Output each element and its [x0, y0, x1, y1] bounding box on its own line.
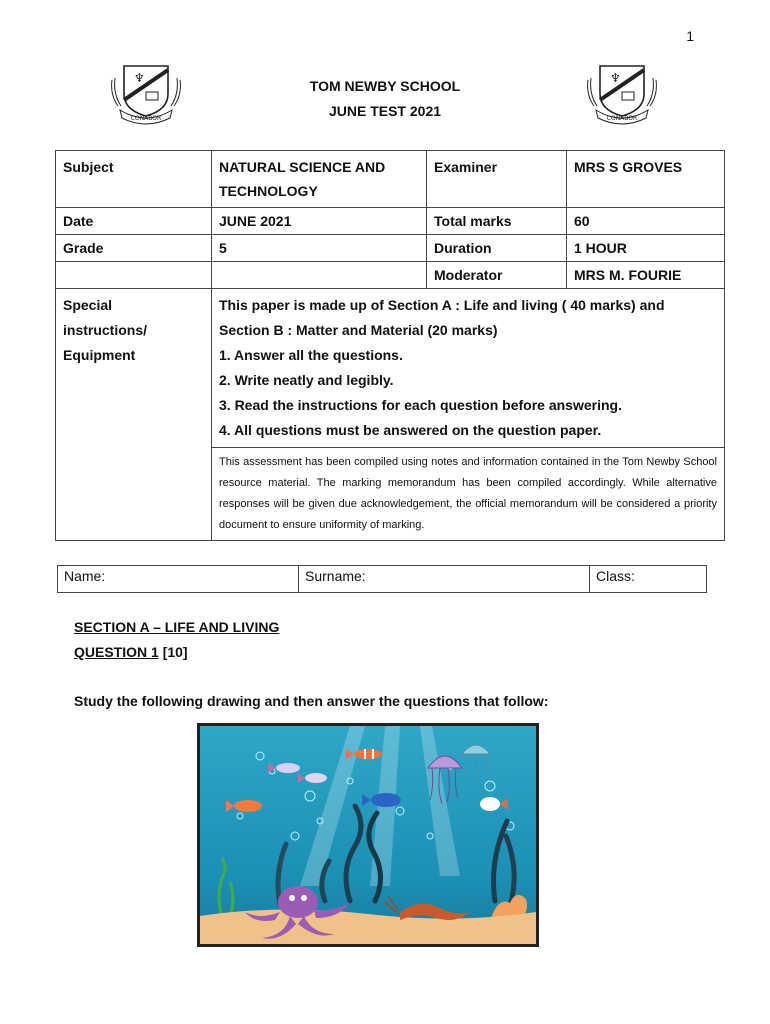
instruction-line: 3. Read the instructions for each question before answering. [219, 397, 622, 413]
surname-field[interactable]: Surname: [299, 566, 590, 593]
student-details-table [57, 565, 707, 593]
question-title: QUESTION 1 [10] [74, 644, 188, 660]
exam-info-table [55, 150, 725, 541]
instruction-line: 4. All questions must be answered on the question paper. [219, 422, 602, 438]
empty-cell [212, 262, 427, 289]
instruction-line: Section B : Matter and Material (20 marks) [219, 322, 498, 338]
examiner-label: Examiner [427, 151, 567, 208]
grade-value: 5 [212, 235, 427, 262]
total-marks-label: Total marks [427, 208, 567, 235]
instruction-line: 2. Write neatly and legibly. [219, 372, 394, 388]
assessment-note: This assessment has been compiled using notes and information contained in the Tom Newby School resource material. The marking memorandum has been compiled accordingly. While alternative responses will be given due acknowledgement, the official memorandum will be considered a priority document to ensure uniformity of marking. [212, 448, 725, 541]
class-field[interactable]: Class: [590, 566, 707, 593]
ocean-drawing [200, 726, 536, 944]
duration-label: Duration [427, 235, 567, 262]
date-label: Date [56, 208, 212, 235]
duration-value: 1 HOUR [567, 235, 725, 262]
name-field[interactable]: Name: [58, 566, 299, 593]
svg-text:♆: ♆ [610, 71, 621, 85]
instruction-line: This paper is made up of Section A : Life and living ( 40 marks) and [219, 297, 665, 313]
question-instruction: Study the following drawing and then answer the questions that follow: [74, 693, 549, 709]
section-title: SECTION A – LIFE AND LIVING [74, 619, 280, 635]
special-instructions-label: Special instructions/ Equipment [56, 289, 212, 541]
instruction-line: 1. Answer all the questions. [219, 347, 403, 363]
svg-text:♆: ♆ [134, 71, 145, 85]
school-name: TOM NEWBY SCHOOL [309, 78, 461, 94]
grade-label: Grade [56, 235, 212, 262]
test-name: JUNE TEST 2021 [328, 103, 442, 119]
page-number: 1 [686, 28, 694, 44]
subject-label: Subject [56, 151, 212, 208]
svg-text:CONABOR: CONABOR [606, 115, 638, 122]
empty-cell [56, 262, 212, 289]
moderator-value: MRS M. FOURIE [567, 262, 725, 289]
instructions-list [212, 289, 725, 448]
subject-value: NATURAL SCIENCE AND TECHNOLOGY [212, 151, 427, 208]
moderator-label: Moderator [427, 262, 567, 289]
total-marks-value: 60 [567, 208, 725, 235]
examiner-value: MRS S GROVES [567, 151, 725, 208]
date-value: JUNE 2021 [212, 208, 427, 235]
svg-text:CONABOR: CONABOR [130, 115, 162, 122]
